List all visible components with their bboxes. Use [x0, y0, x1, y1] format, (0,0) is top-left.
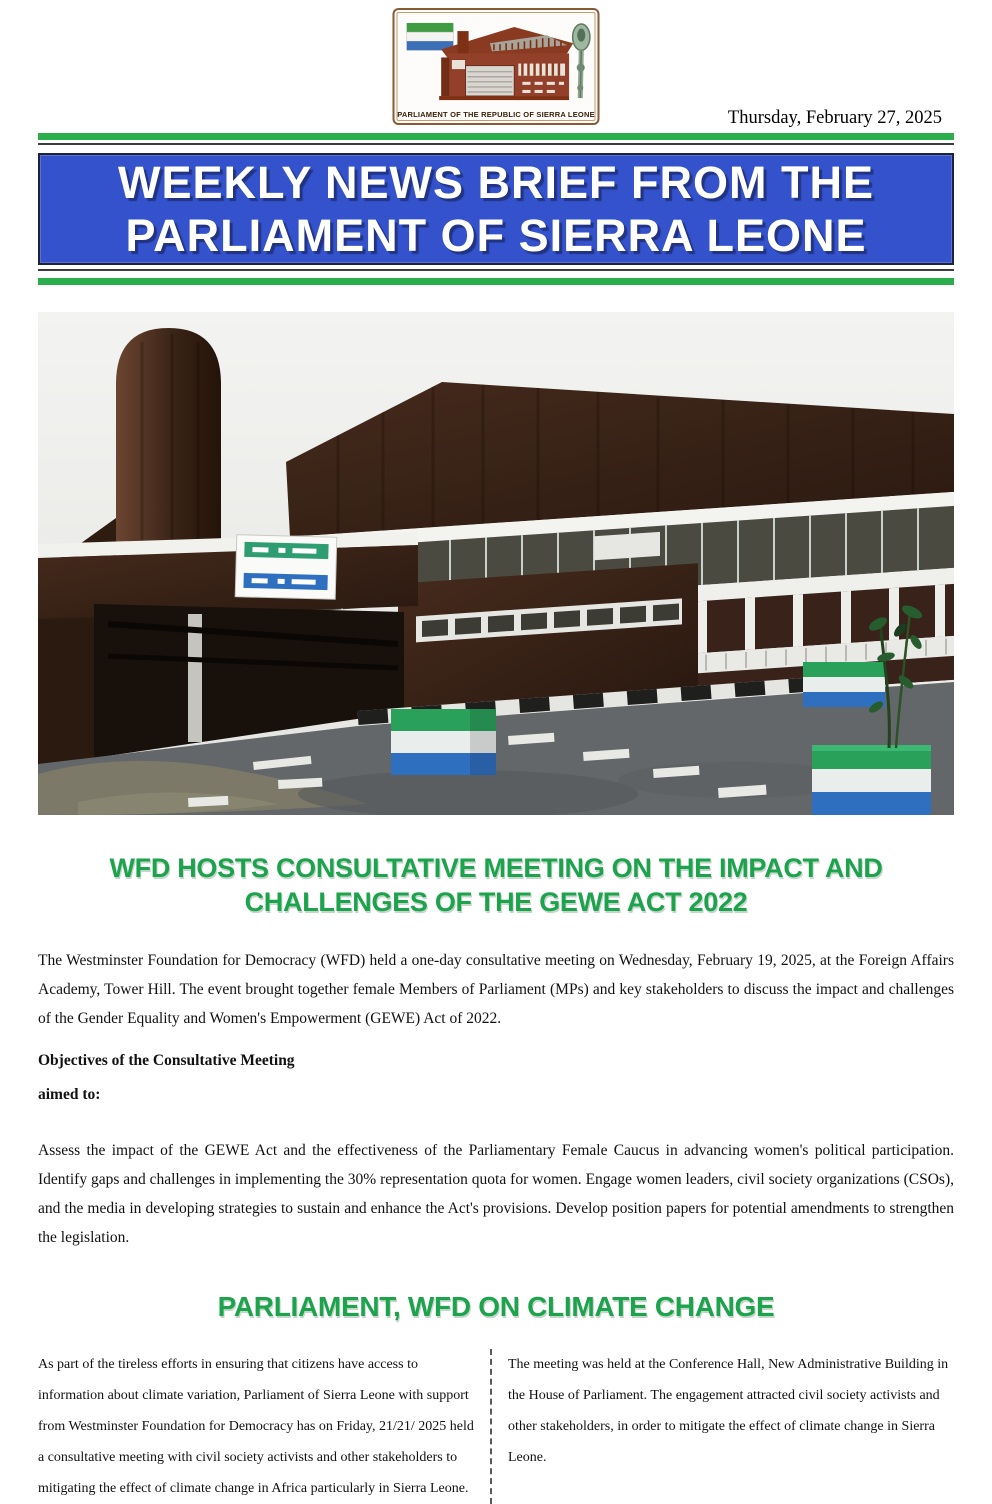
parliament-logo-art: [395, 10, 598, 109]
sierra-leone-flag-icon: [407, 23, 454, 50]
logo-caption: PARLIAMENT OF THE REPUBLIC OF SIERRA LEONE: [397, 110, 595, 119]
divider-green-top: [38, 133, 954, 140]
flag-planter: [812, 745, 931, 815]
title-banner: [38, 153, 954, 265]
issue-date: Thursday, February 27, 2025: [727, 108, 942, 128]
parliament-building-photo: [38, 312, 954, 815]
masthead: [38, 0, 954, 133]
article1-subheading1: Objectives of the Consultative Meeting: [38, 1052, 295, 1069]
article2-left-column: As part of the tireless efforts in ensuring that citizens have access to information about climate variation, Parliament of Sierra Leone with support from Westminster Foundation for Democracy has on Friday, 21/21/ 2025 held a consultative meeting with civil society activists and other stakeholders to mitigating the effect of climate change in Africa particularly in Sierra Leone.: [38, 1357, 474, 1496]
article2-right-column: The meeting was held at the Conference Hall, New Administrative Building in the House of Parliament. The engagement attracted civil society activists and other stakeholders, in order to mitigate the effect of climate change in Sierra Leone.: [508, 1357, 949, 1465]
article1-paragraph2: Assess the impact of the GEWE Act and the effectiveness of the Parliamentary Female Caucus in advancing women's political participation. Identify gaps and challenges in implementing the 30% representation quota for women. Engage women leaders, civil society organizations (CSOs), and the media in developing strategies to sustain and enhance the Act's provisions. Develop position papers for potential amendments to strengthen the legislation.: [38, 1142, 954, 1246]
banner-line1: WEEKLY NEWS BRIEF FROM THE: [117, 157, 875, 208]
flag-planter: [803, 662, 885, 707]
flag-planter: [391, 709, 496, 775]
building-sign: [235, 535, 337, 600]
newsletter-body: [38, 851, 954, 1504]
divider-green-bottom: [38, 278, 954, 285]
article1-paragraph1: The Westminster Foundation for Democracy (WFD) held a one-day consultative meeting on Wednesday, February 19, 2025, at the Foreign Affairs Academy, Tower Hill. The event brought together female Members of Parliament (MPs) and key stakeholders to discuss the impact and challenges of the Gender Equality and Women's Empowerment (GEWE) Act of 2022.: [38, 952, 954, 1027]
article1-subheading2: aimed to:: [38, 1086, 101, 1103]
parliament-logo: [393, 8, 600, 125]
article2-title: PARLIAMENT, WFD ON CLIMATE CHANGE: [217, 1291, 775, 1322]
article2-columns: [38, 1349, 954, 1504]
logo-building-art: [439, 27, 573, 100]
banner-line2: PARLIAMENT OF SIERRA LEONE: [125, 210, 867, 261]
article1-title: WFD HOSTS CONSULTATIVE MEETING ON THE IMPACT AND CHALLENGES OF THE GEWE ACT 2022: [109, 853, 883, 917]
